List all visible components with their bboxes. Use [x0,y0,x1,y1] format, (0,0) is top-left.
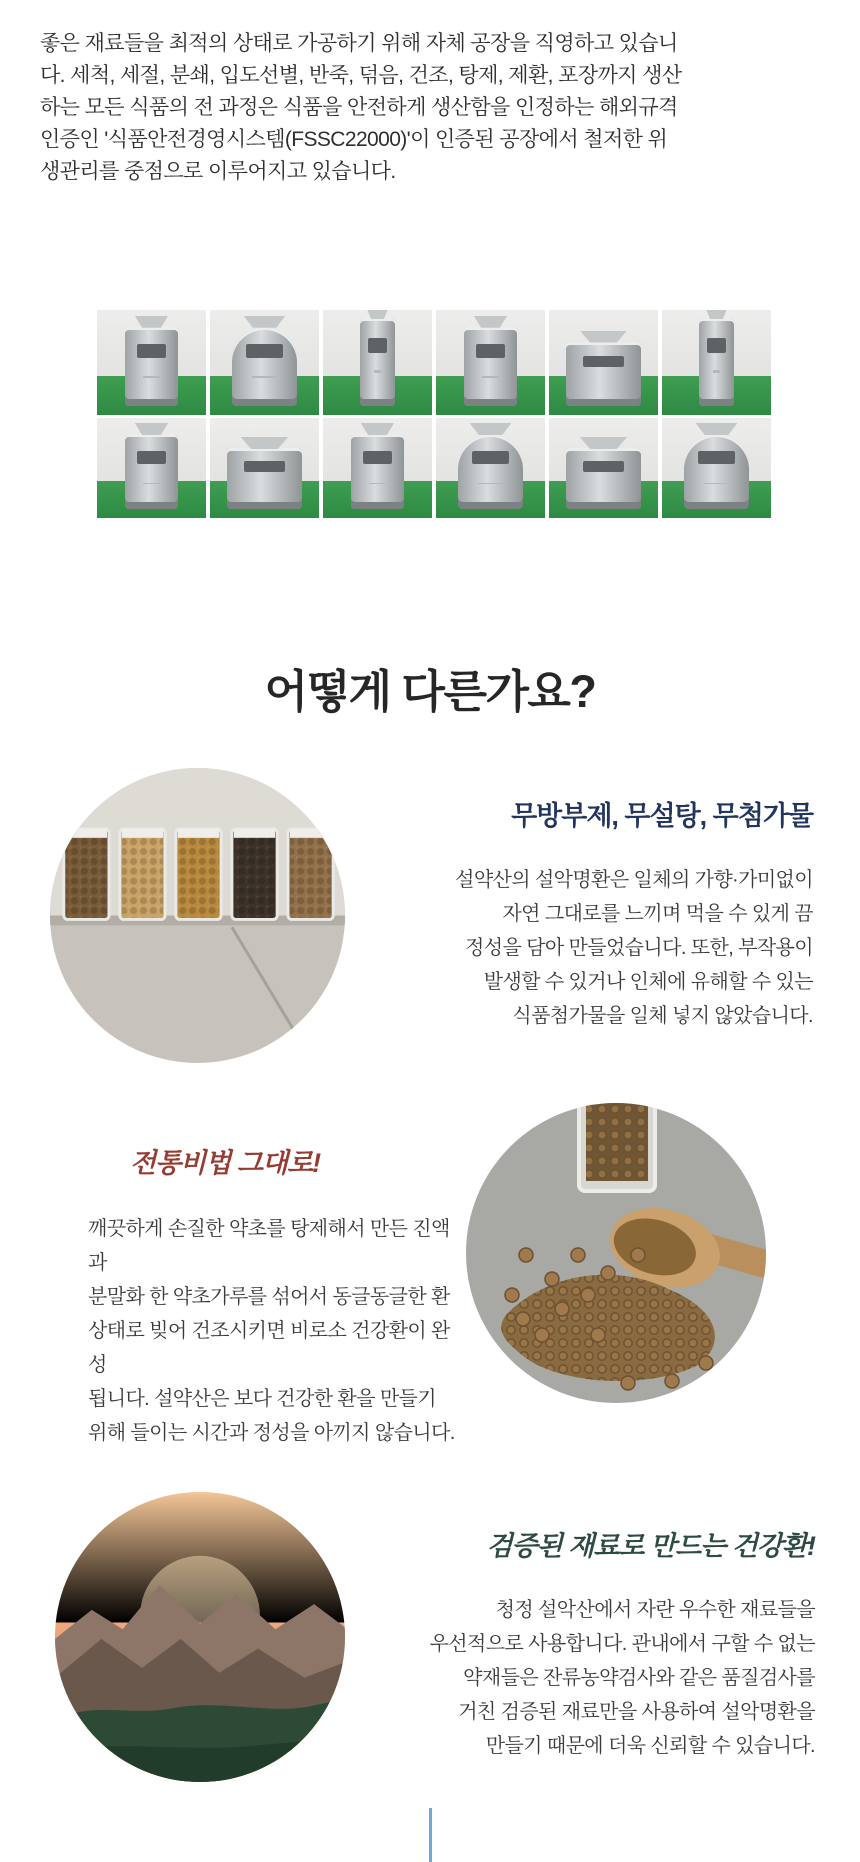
machine-shape [125,434,177,509]
factory-machine-photo [210,310,319,415]
section-body [381,863,813,1033]
herbal-pills-photo [466,1103,766,1403]
body-line: 정성을 담아 만들었습니다. 또한, 부작용이 [465,937,813,959]
pill-jars-photo-art [50,768,345,1063]
body-line: 만들기 때문에 더욱 신뢰할 수 있습니다. [485,1735,815,1757]
factory-photo-grid [97,310,771,518]
section-no-additives [50,768,860,1063]
machine-shape [699,318,734,405]
factory-machine-photo [549,310,658,415]
section-tradition-text [88,1103,464,1450]
intro-line: 좋은 재료들을 최적의 상태로 가공하기 위해 자체 공장을 직영하고 있습니 [40,32,678,55]
section-body [88,1212,464,1450]
factory-machine-photo [436,310,545,415]
body-line: 발생할 수 있거나 인체에 유해할 수 있는 [483,971,813,993]
herbal-pills-photo-art [466,1103,766,1403]
factory-machine-photo [436,418,545,518]
machine-shape [351,434,403,509]
machine-shape [227,448,301,509]
factory-machine-photo [323,310,432,415]
body-line: 약재들은 잔류농약검사와 같은 품질검사를 [463,1667,815,1689]
intro-line: 인증인 '식품안전경영시스템(FSSC22000)'이 인증된 공장에서 철저한 위 [40,128,668,151]
section-verified [55,1492,860,1782]
machine-shape [360,318,395,405]
section-heading: 검증된 재료로 만드는 건강환! [486,1531,815,1561]
section-body [385,1593,815,1763]
intro-line: 하는 모든 식품의 전 과정은 식품을 안전하게 생산함을 인정하는 해외규격 [40,96,678,119]
intro-line: 생관리를 중점으로 이루어지고 있습니다. [40,160,396,183]
mountain-photo-art [55,1492,345,1782]
mountain-photo [55,1492,345,1782]
factory-machine-photo [323,418,432,518]
body-line: 자연 그대로를 느끼며 먹을 수 있게 끔 [502,903,813,925]
body-line: 거친 검증된 재료만을 사용하여 설악명환을 [458,1701,815,1723]
section-tradition [0,1103,860,1450]
factory-machine-photo [662,418,771,518]
body-line: 위해 들이는 시간과 정성을 아끼지 않습니다. [88,1422,455,1444]
factory-machine-photo [97,418,206,518]
bottom-divider-line [429,1808,432,1862]
machine-shape [125,327,177,406]
body-line: 깨끗하게 손질한 약초를 탕제해서 만든 진액과 [88,1218,450,1274]
machine-shape [232,327,297,406]
factory-machine-photo [97,310,206,415]
page-title: 어떻게 다른가요? [264,666,596,717]
section-heading: 전통비법 그대로! [130,1148,321,1178]
factory-machine-photo [549,418,658,518]
intro-paragraph [40,28,822,188]
pill-jars-photo [50,768,345,1063]
section-heading: 무방부제, 무설탕, 무첨가물 [511,801,813,831]
body-line: 상태로 빚어 건조시키면 비로소 건강환이 완성 [88,1320,450,1376]
section-no-additives-text [381,768,813,1033]
body-line: 식품첨가물을 일체 넣지 않았습니다. [512,1005,813,1027]
machine-shape [566,342,640,406]
factory-machine-photo [662,310,771,415]
machine-shape [464,327,516,406]
body-line: 됩니다. 설약산은 보다 건강한 환을 만들기 [88,1388,436,1410]
machine-shape [458,434,523,509]
section-verified-text [385,1492,815,1763]
body-line: 설약산의 설악명환은 일체의 가향·가미없이 [455,869,813,891]
body-line: 우선적으로 사용합니다. 관내에서 구할 수 없는 [429,1633,815,1655]
body-line: 분말화 한 약초가루를 섞어서 동글동글한 환 [88,1286,450,1308]
factory-machine-photo [210,418,319,518]
machine-shape [566,448,640,509]
machine-shape [684,434,749,509]
body-line: 청정 설악산에서 자란 우수한 재료들을 [495,1599,815,1621]
intro-line: 다. 세척, 세절, 분쇄, 입도선별, 반죽, 덖음, 건조, 탕제, 제환, 포장까지 생산 [40,64,682,87]
